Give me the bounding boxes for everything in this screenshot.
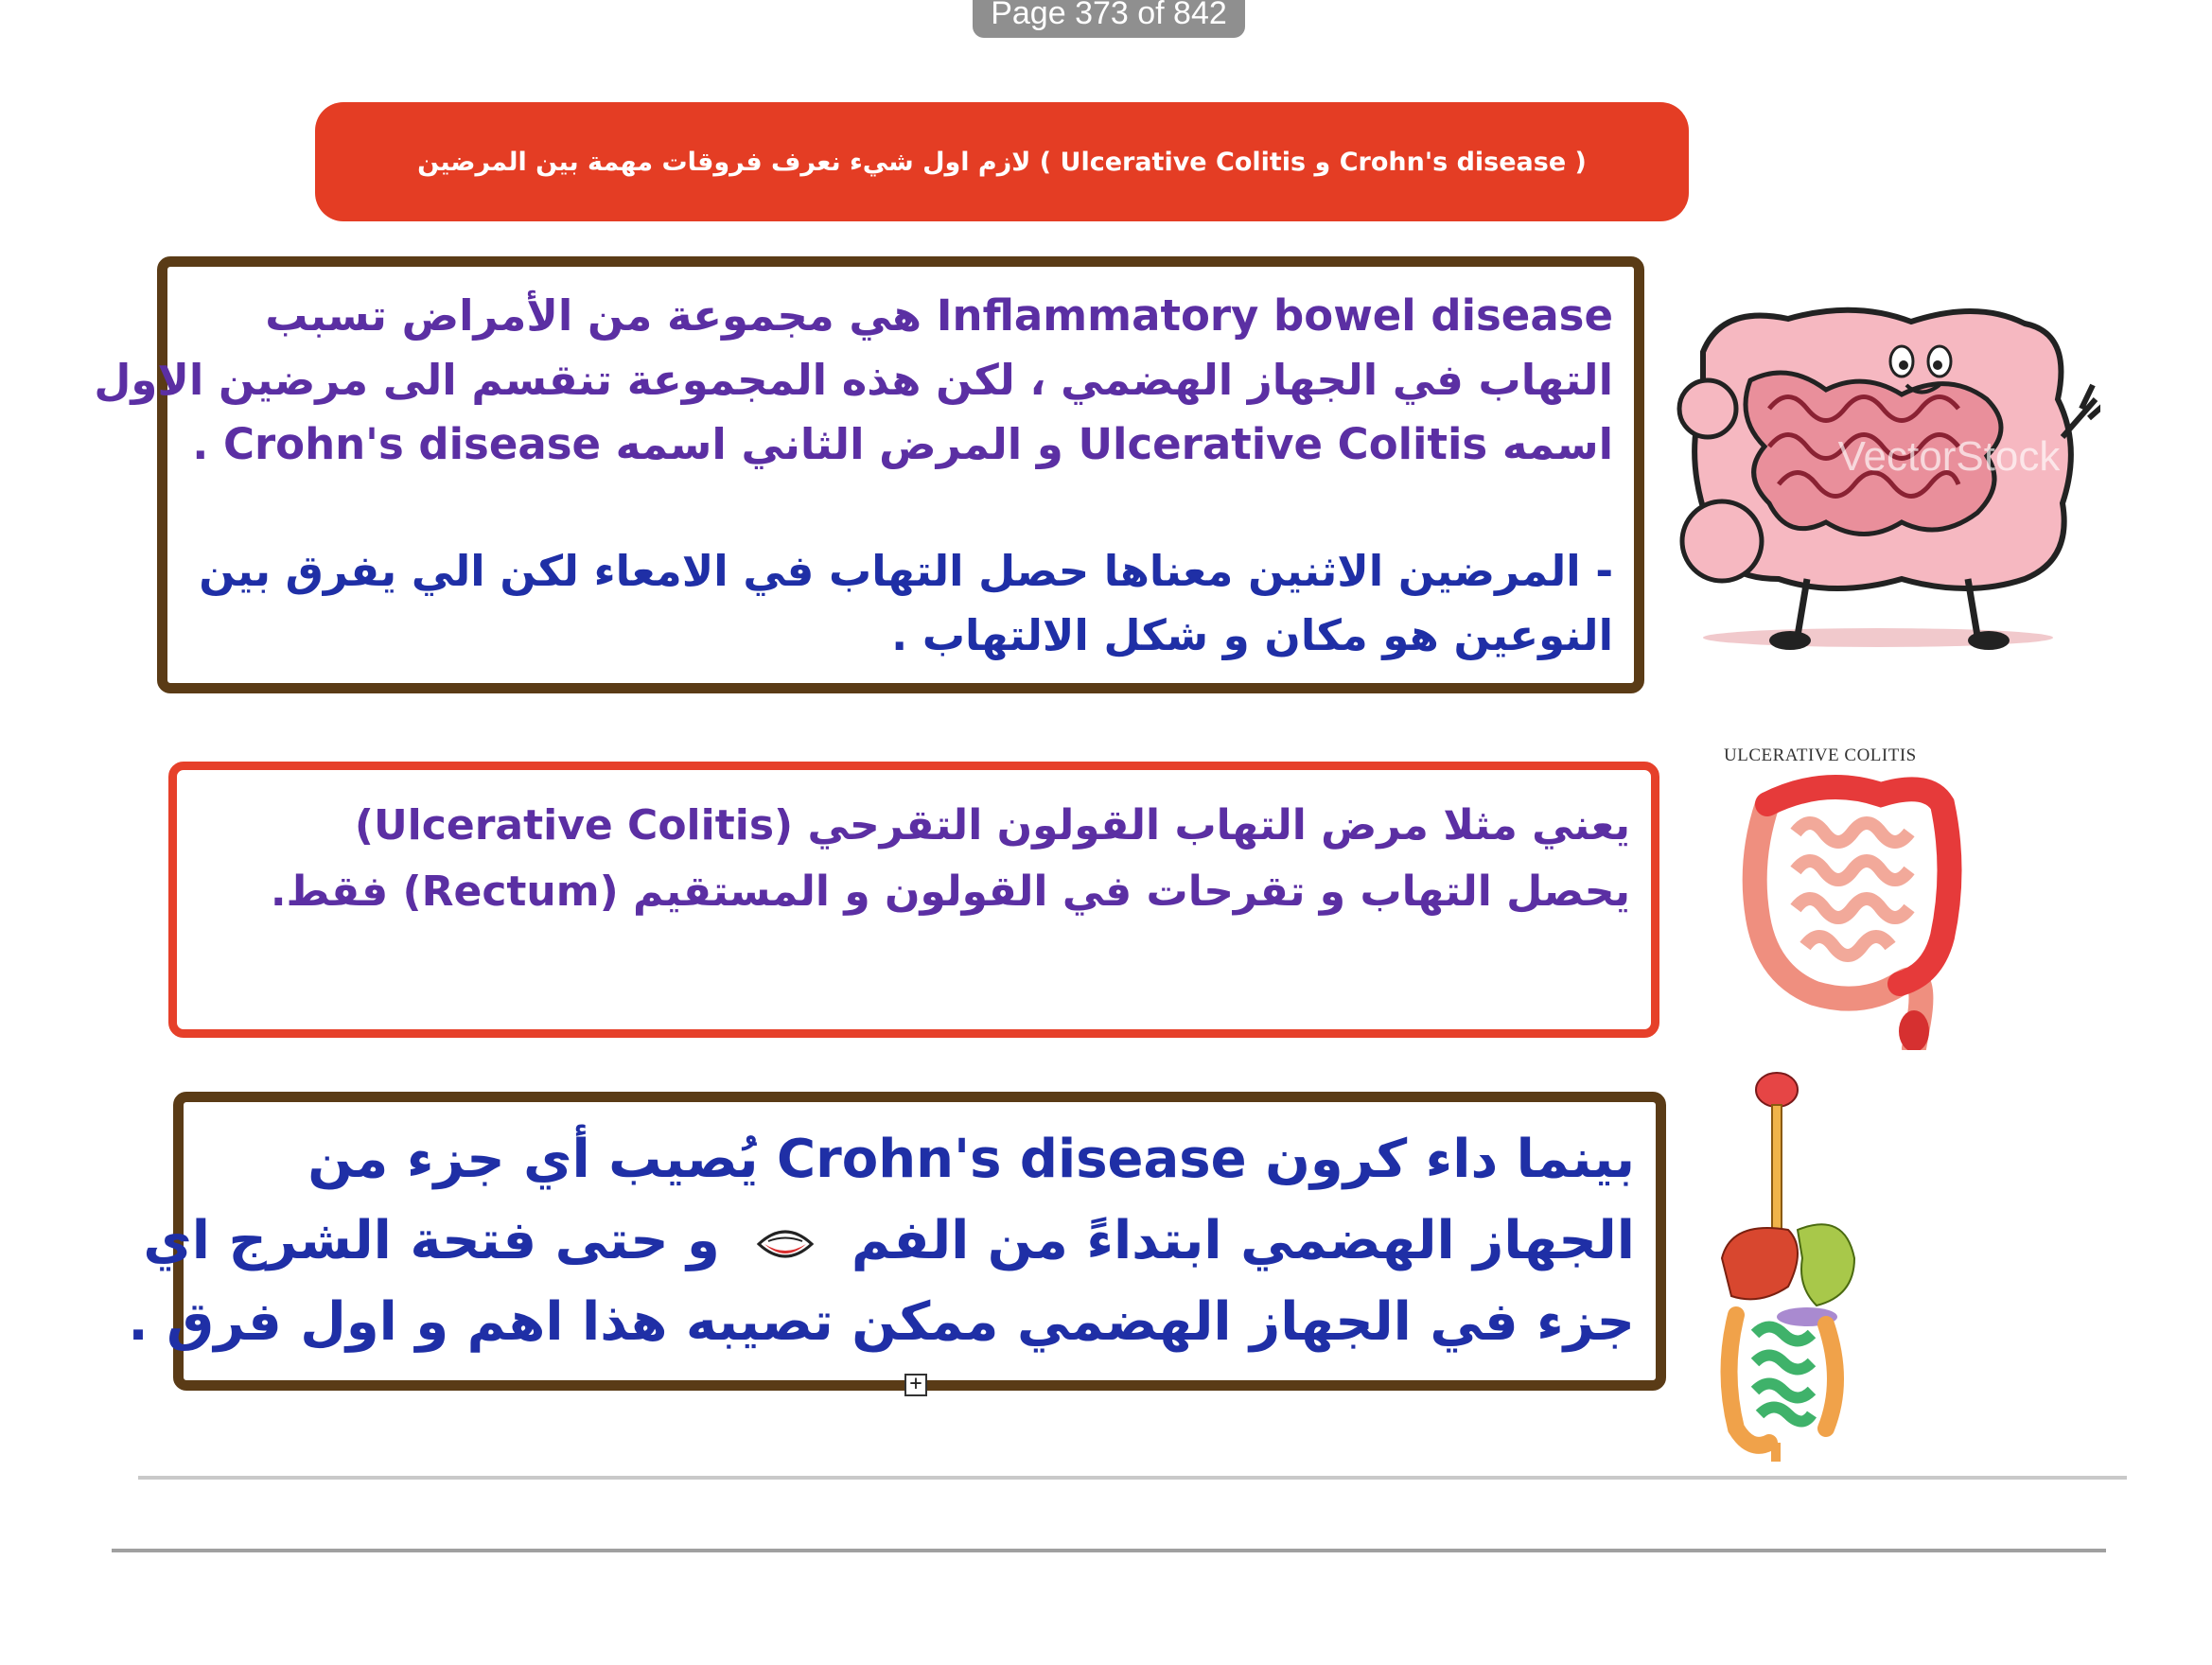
mouth-icon [755, 1225, 816, 1263]
expand-icon[interactable]: + [904, 1374, 927, 1396]
ibd-line-4: - المرضين الاثنين معناها حصل التهاب في الامعاء لكن الي يفرق بين [199, 546, 1613, 596]
page-bottom-divider [112, 1549, 2106, 1552]
digestive-system-icon [1712, 1069, 1864, 1466]
uc-line-2: يحصل التهاب و تقرحات في القولون و المستقيم (Rectum) فقط. [270, 868, 1630, 916]
ibd-line-2: التهاب في الجهاز الهضمي ، لكن هذه المجموعة تنقسم الى مرضين الاول [94, 355, 1613, 405]
crohn-line-2-part-1: الجهاز الهضمي ابتداءً من الفم [851, 1210, 1635, 1271]
watermark-text: VectorStock [1837, 433, 2061, 480]
page-indicator: Page 373 of 842 [973, 0, 1245, 38]
ibd-line-3: اسمه Ulcerative Colitis و المرض الثاني اسمه Crohn's disease . [192, 419, 1613, 469]
crohn-line-3: جزء في الجهاز الهضمي ممكن تصيبه هذا اهم و اول فرق . [128, 1291, 1635, 1353]
crohn-line-2-part-2: و حتى فتحة الشرج اي [143, 1210, 720, 1271]
intestine-cartoon-icon [1665, 295, 2100, 655]
ibd-line-5: النوعين هو مكان و شكل الالتهاب . [891, 610, 1613, 660]
divider-line [138, 1476, 2127, 1480]
title-banner [315, 102, 1689, 221]
colon-diagram-icon [1720, 747, 1985, 1050]
ibd-line-1: Inflammatory bowel disease هي مجموعة من الأمراض تسبب [265, 290, 1613, 341]
crohn-line-2 [143, 1201, 1635, 1282]
ulcerative-colitis-box [168, 762, 1659, 1038]
ibd-definition-box [94, 256, 1644, 693]
uc-line-1: يعني مثلا مرض التهاب القولون التقرحي (Ulcerative Colitis) [354, 801, 1630, 850]
banner-text: لازم اول شيء نعرف فروقات مهمة بين المرضين ( Ulcerative Colitis و Crohn's disease ) [417, 147, 1587, 177]
crohns-disease-box [128, 1092, 1666, 1391]
ulcerative-colitis-caption: ULCERATIVE COLITIS [1724, 745, 1917, 765]
crohn-line-1: بينما داء كرون Crohn's disease يُصيب أي جزء من [307, 1129, 1635, 1190]
